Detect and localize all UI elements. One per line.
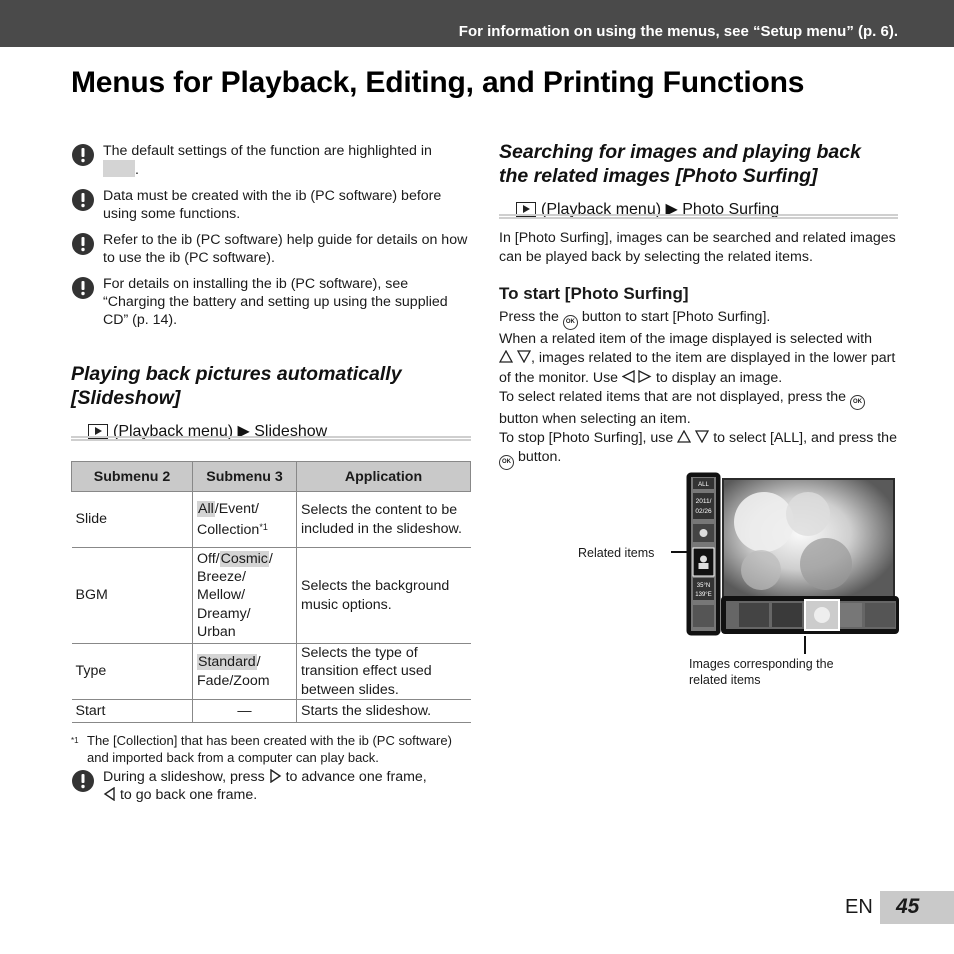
divider — [499, 214, 898, 219]
caution-icon — [71, 769, 95, 793]
caution-icon — [71, 143, 95, 167]
slideshow-heading: Playing back pictures automatically [Slideshow] — [71, 363, 402, 409]
photo-surfing-intro: In [Photo Surfing], images can be searched and related images can be played back by selecting the related items. — [499, 230, 896, 266]
table-header-row: Submenu 2 Submenu 3 Application — [72, 462, 471, 492]
svg-text:35°N: 35°N — [696, 583, 711, 589]
ok-button-icon: OK — [563, 315, 578, 330]
photo-surfing-heading: Searching for images and playing back the related images [Photo Surfing] — [499, 141, 861, 187]
photo-surfing-screen-illustration — [686, 472, 900, 638]
page-title: Menus for Playback, Editing, and Printing Functions — [71, 66, 805, 99]
svg-text:02/26: 02/26 — [695, 508, 712, 515]
caution-icon — [71, 276, 95, 300]
up-down-arrow-icon — [499, 350, 531, 363]
right-arrow-icon — [269, 769, 282, 783]
highlight-swatch — [103, 160, 135, 177]
slideshow-menu-path: (Playback menu) ▶ Slideshow — [88, 421, 327, 441]
ok-button-icon: OK — [850, 395, 865, 410]
svg-text:2011/: 2011/ — [695, 498, 712, 505]
divider — [71, 436, 471, 441]
caution-icon — [71, 188, 95, 212]
header-note: For information on using the menus, see “Setup menu” (p. 6). — [458, 23, 898, 40]
leader-line — [804, 636, 806, 654]
table-row: Type Standard/ Fade/Zoom Selects the type of transition effect used between slides. — [72, 644, 471, 700]
to-start-heading: To start [Photo Surfing] — [499, 284, 689, 303]
photo-surfing-steps: Press the OK button to start [Photo Surfing]. When a related item of the image displayed is selected with , images related to the item are displayed in the lower part of the monitor. Use to display an image. To select related items that are not displayed, press the OK button when selecting an item. To stop [Photo Surfing], use to select [ALL], and press the OK button. — [499, 308, 899, 470]
left-arrow-icon — [103, 787, 116, 801]
table-row: BGM Off/Cosmic/ Breeze/ Mellow/ Dreamy/ Urban Selects the background music options. — [72, 548, 471, 644]
table-row: Slide All/Event/ Collection$^{*1}$ Selects the content to be included in the slideshow. — [72, 492, 471, 548]
label-images: Images corresponding the related items — [689, 657, 834, 687]
table-row: Start — Starts the slideshow. — [72, 700, 471, 723]
language-label: EN — [845, 896, 873, 918]
svg-text:ALL: ALL — [698, 482, 709, 488]
caution-icon — [71, 232, 95, 256]
photo-surfing-menu-path: (Playback menu) ▶ Photo Surfing — [516, 199, 779, 219]
label-related-items: Related items — [578, 546, 655, 560]
page-number: 45 — [896, 895, 920, 918]
header-bar — [0, 0, 954, 47]
leader-line — [671, 551, 688, 553]
svg-text:139°E: 139°E — [695, 592, 712, 598]
ok-button-icon: OK — [499, 455, 514, 470]
slideshow-table — [71, 461, 471, 723]
left-right-arrow-icon — [622, 370, 652, 383]
up-down-arrow-icon — [677, 430, 709, 443]
